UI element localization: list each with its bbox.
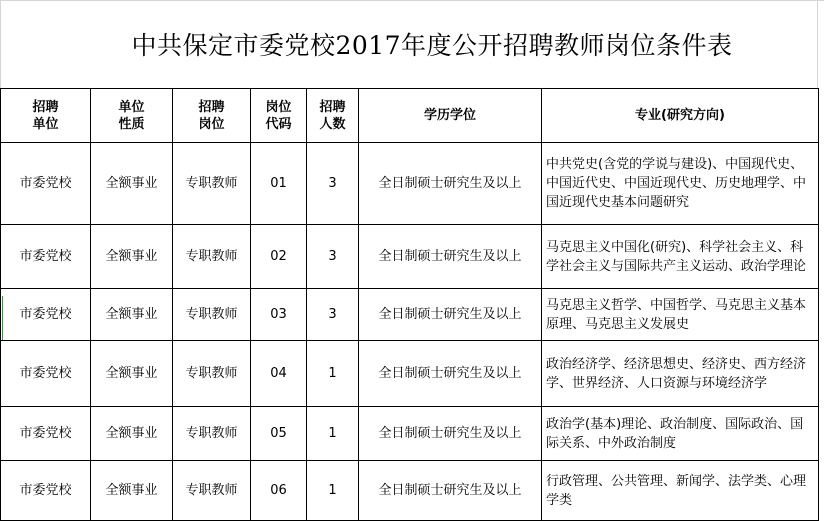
cell-count[interactable]: 3 bbox=[307, 143, 359, 225]
header-row bbox=[1, 89, 819, 143]
cell-unit[interactable]: 市委党校 bbox=[1, 143, 91, 225]
header-post[interactable]: 招聘 岗位 bbox=[173, 89, 251, 143]
cell-post[interactable]: 专职教师 bbox=[173, 341, 251, 407]
cell-count[interactable]: 1 bbox=[307, 461, 359, 521]
table-row bbox=[1, 225, 819, 289]
cell-post[interactable]: 专职教师 bbox=[173, 225, 251, 289]
document-title: 中共保定市委党校2017年度公开招聘教师岗位条件表 bbox=[131, 31, 733, 60]
cell-unit[interactable]: 市委党校 bbox=[1, 407, 91, 461]
cell-unit[interactable]: 市委党校 bbox=[1, 289, 91, 341]
table-row bbox=[1, 143, 819, 225]
header-count[interactable]: 招聘 人数 bbox=[307, 89, 359, 143]
cell-education[interactable]: 全日制硕士研究生及以上 bbox=[359, 461, 542, 521]
cell-code[interactable]: 06 bbox=[251, 461, 307, 521]
cell-nature[interactable]: 全额事业 bbox=[91, 407, 173, 461]
table-row bbox=[1, 289, 819, 341]
cell-code[interactable]: 05 bbox=[251, 407, 307, 461]
cell-code[interactable]: 02 bbox=[251, 225, 307, 289]
cell-nature[interactable]: 全额事业 bbox=[91, 341, 173, 407]
positions-table bbox=[0, 88, 819, 521]
cell-count[interactable]: 1 bbox=[307, 341, 359, 407]
cell-post[interactable]: 专职教师 bbox=[173, 289, 251, 341]
cell-education[interactable]: 全日制硕士研究生及以上 bbox=[359, 225, 542, 289]
cell-unit[interactable]: 市委党校 bbox=[1, 341, 91, 407]
cell-count[interactable]: 3 bbox=[307, 225, 359, 289]
cell-code[interactable]: 04 bbox=[251, 341, 307, 407]
cell-count[interactable]: 1 bbox=[307, 407, 359, 461]
cell-major[interactable]: 行政管理、公共管理、新闻学、法学类、心理学类 bbox=[542, 461, 819, 521]
cell-nature[interactable]: 全额事业 bbox=[91, 225, 173, 289]
cell-major[interactable]: 马克思主义中国化(研究)、科学社会主义、科学社会主义与国际共产主义运动、政治学理论 bbox=[542, 225, 819, 289]
cell-post[interactable]: 专职教师 bbox=[173, 461, 251, 521]
header-major[interactable]: 专业(研究方向) bbox=[542, 89, 819, 143]
cell-unit[interactable]: 市委党校 bbox=[1, 461, 91, 521]
cell-major[interactable]: 中共党史(含党的学说与建设)、中国现代史、中国近代史、中国近现代史、历史地理学、中国近现代史基本问题研究 bbox=[542, 143, 819, 225]
cell-code[interactable]: 03 bbox=[251, 289, 307, 341]
table-row bbox=[1, 341, 819, 407]
header-code[interactable]: 岗位 代码 bbox=[251, 89, 307, 143]
cell-education[interactable]: 全日制硕士研究生及以上 bbox=[359, 289, 542, 341]
table-row bbox=[1, 461, 819, 521]
cell-major[interactable]: 政治经济学、经济思想史、经济史、西方经济学、世界经济、人口资源与环境经济学 bbox=[542, 341, 819, 407]
header-nature[interactable]: 单位 性质 bbox=[91, 89, 173, 143]
cell-selection-marker bbox=[2, 296, 3, 340]
table-row bbox=[1, 407, 819, 461]
cell-nature[interactable]: 全额事业 bbox=[91, 143, 173, 225]
cell-education[interactable]: 全日制硕士研究生及以上 bbox=[359, 143, 542, 225]
cell-post[interactable]: 专职教师 bbox=[173, 407, 251, 461]
cell-education[interactable]: 全日制硕士研究生及以上 bbox=[359, 407, 542, 461]
cell-major[interactable]: 政治学(基本)理论、政治制度、国际政治、国际关系、中外政治制度 bbox=[542, 407, 819, 461]
cell-major[interactable]: 马克思主义哲学、中国哲学、马克思主义基本原理、马克思主义发展史 bbox=[542, 289, 819, 341]
cell-count[interactable]: 3 bbox=[307, 289, 359, 341]
header-unit[interactable]: 招聘 单位 bbox=[1, 89, 91, 143]
cell-unit[interactable]: 市委党校 bbox=[1, 225, 91, 289]
cell-nature[interactable]: 全额事业 bbox=[91, 461, 173, 521]
header-education[interactable]: 学历学位 bbox=[359, 89, 542, 143]
cell-code[interactable]: 01 bbox=[251, 143, 307, 225]
cell-nature[interactable]: 全额事业 bbox=[91, 289, 173, 341]
cell-education[interactable]: 全日制硕士研究生及以上 bbox=[359, 341, 542, 407]
cell-post[interactable]: 专职教师 bbox=[173, 143, 251, 225]
